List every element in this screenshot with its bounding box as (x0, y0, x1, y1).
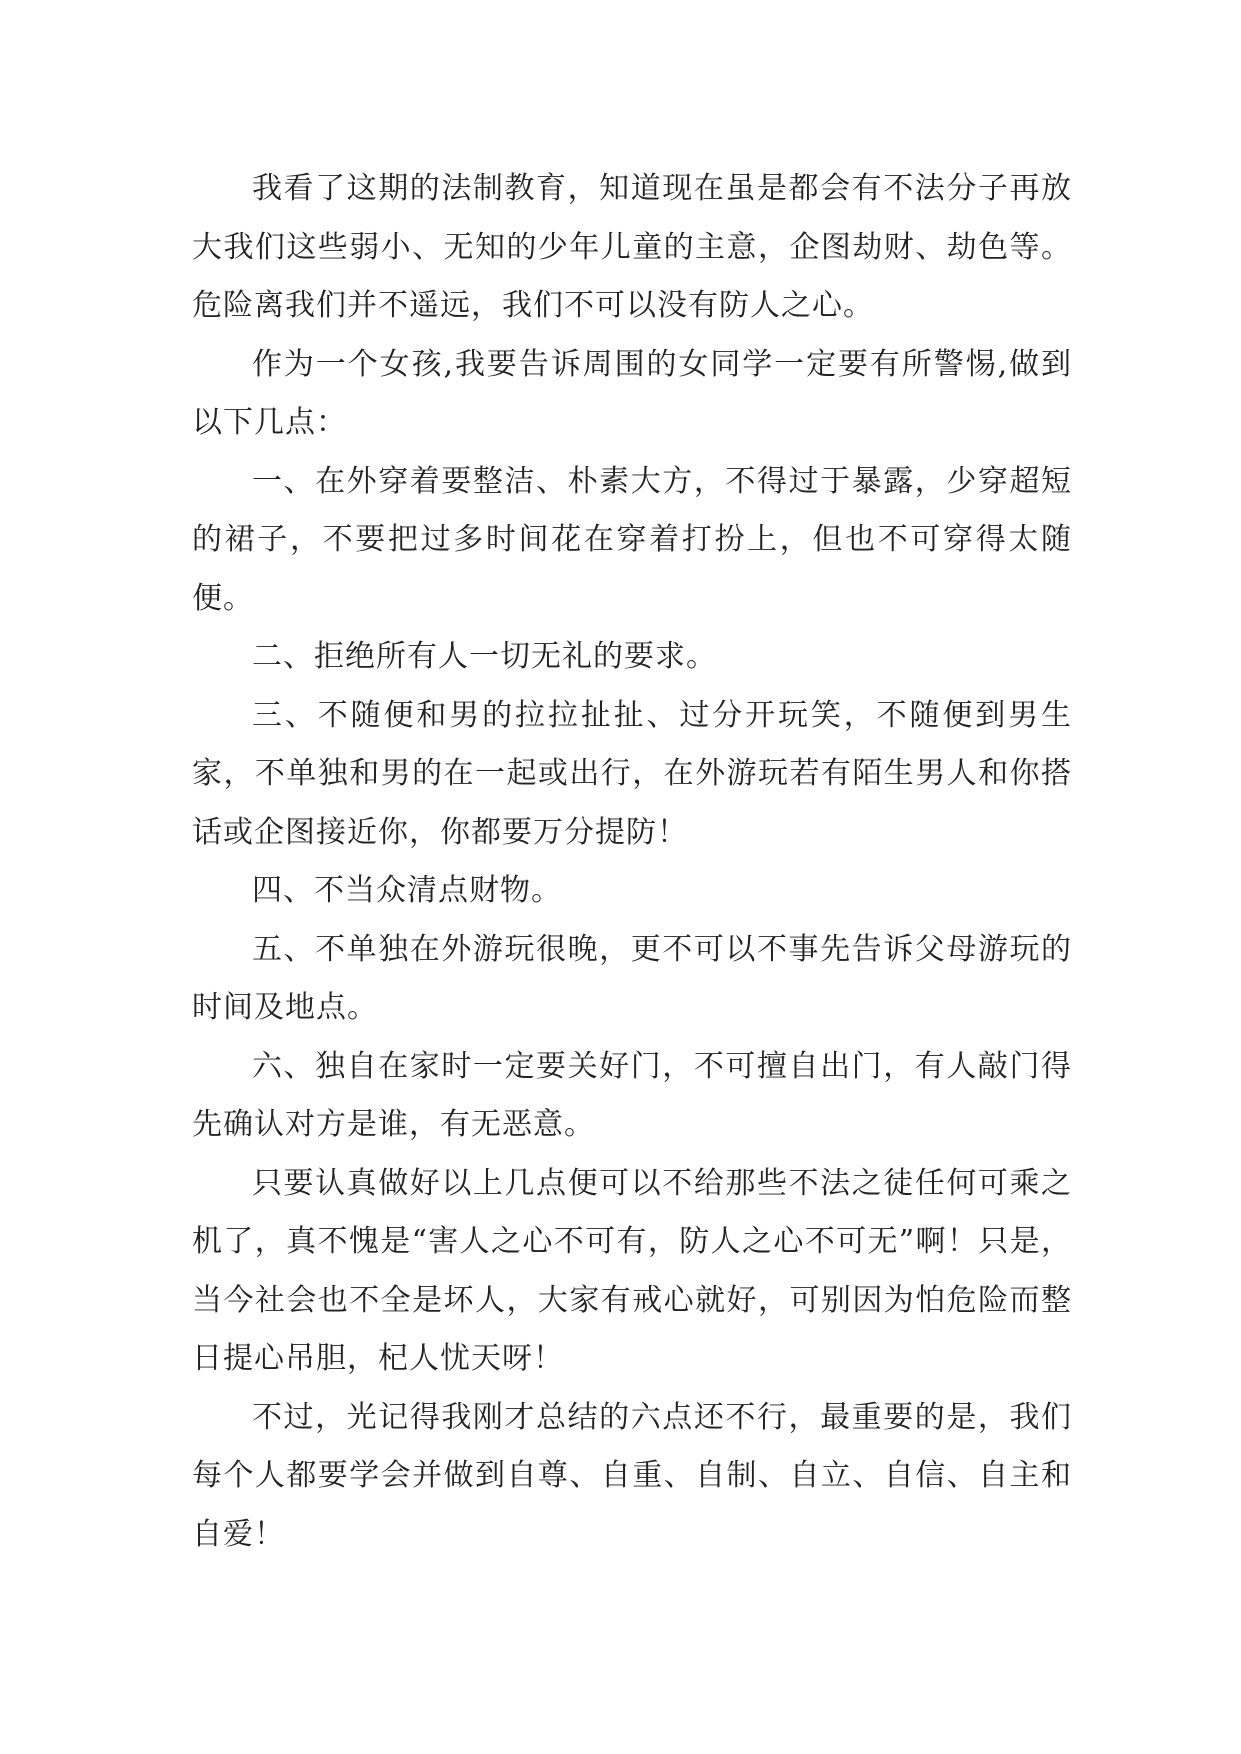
paragraph-intro: 我看了这期的法制教育，知道现在虽是都会有不法分子再放大我们这些弱小、无知的少年儿童的主意，企图劫财、劫色等。危险离我们并不遥远，我们不可以没有防人之心。 (192, 171, 1072, 323)
paragraph-summary: 只要认真做好以上几点便可以不给那些不法之徒任何可乘之机了，真不愧是“害人之心不可有，防人之心不可无”啊！只是，当今社会也不全是坏人，大家有戒心就好，可别因为怕危险而整日提心吊胆，杞人忧天呀！ (192, 1165, 1072, 1376)
paragraph-point-5: 五、不单独在外游玩很晚，更不可以不事先告诉父母游玩的时间及地点。 (192, 931, 1072, 1025)
paragraph-point-1: 一、在外穿着要整洁、朴素大方，不得过于暴露，少穿超短的裙子，不要把过多时间花在穿着打扮上，但也不可穿得太随便。 (192, 463, 1072, 616)
paragraph-point-4: 四、不当众清点财物。 (252, 873, 562, 908)
paragraph-point-3: 三、不随便和男的拉拉扯扯、过分开玩笑，不随便到男生家，不单独和男的在一起或出行，在外游玩若有陌生男人和你搭话或企图接近你，你都要万分提防！ (192, 697, 1072, 850)
paragraph-point-6: 六、独自在家时一定要关好门，不可擅自出门，有人敲门得先确认对方是谁，有无恶意。 (192, 1048, 1072, 1142)
paragraph-purpose: 作为一个女孩,我要告诉周围的女同学一定要有所警惕,做到以下几点： (192, 346, 1072, 440)
paragraph-point-2: 二、拒绝所有人一切无礼的要求。 (252, 639, 717, 674)
document-body (192, 160, 1072, 1564)
paragraph-conclusion: 不过，光记得我刚才总结的六点还不行，最重要的是，我们每个人都要学会并做到自尊、自重、自制、自立、自信、自主和自爱！ (192, 1399, 1072, 1552)
